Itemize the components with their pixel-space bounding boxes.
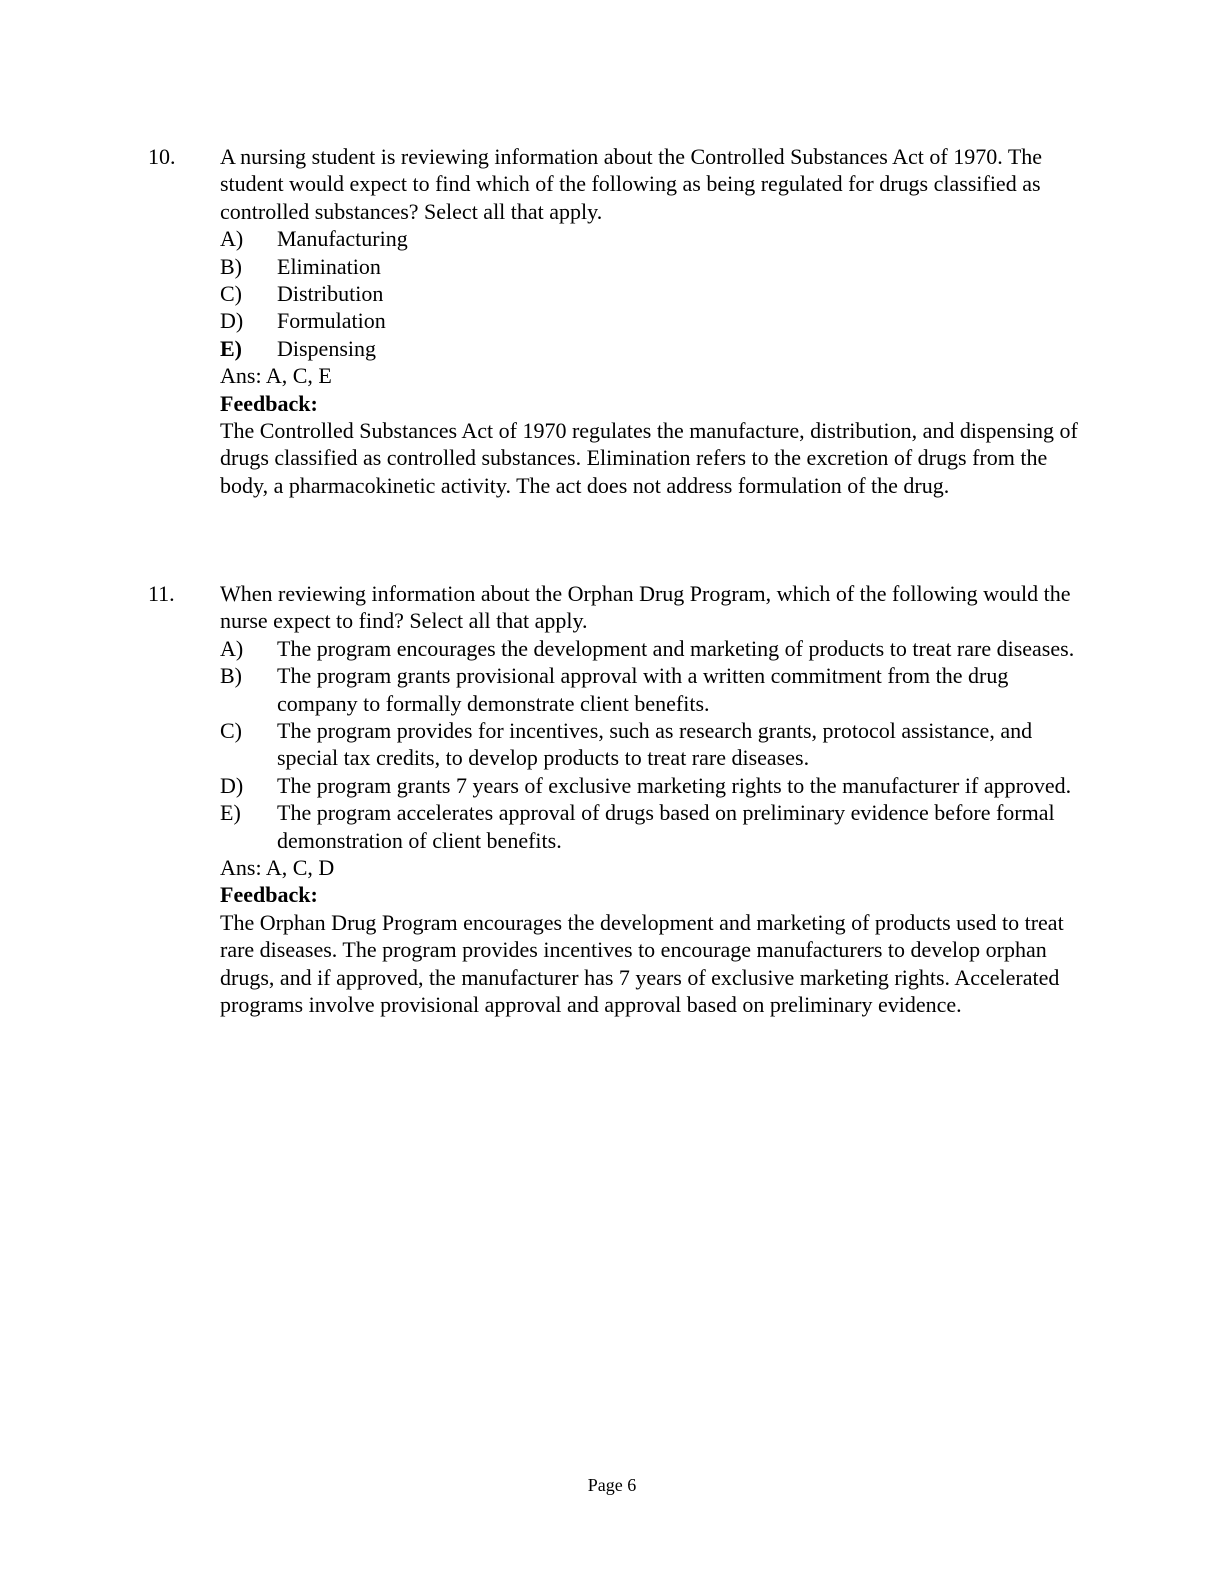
question-stem: When reviewing information about the Orphan Drug Program, which of the following would the nurse expect to find? Select all that apply.	[220, 581, 1071, 634]
question-number: 10.	[148, 144, 176, 169]
page-number: Page 6	[587, 1475, 637, 1495]
question-11	[148, 580, 1078, 1019]
option-letter: C)	[220, 718, 242, 744]
option-text: The program grants provisional approval with a written commitment from the drug company to formally demonstrate client benefits.	[277, 663, 1009, 716]
feedback-label: Feedback:	[220, 882, 318, 908]
option-letter: D)	[220, 772, 244, 798]
option-letter: C)	[220, 281, 242, 307]
answer-line: Ans: A, C, D	[220, 855, 335, 881]
feedback-label: Feedback:	[220, 390, 318, 416]
option-text: The program accelerates approval of drugs based on preliminary evidence before formal demonstration of client benefits.	[277, 800, 1055, 853]
option-a	[220, 225, 1078, 252]
option-letter: B)	[220, 663, 242, 689]
option-c	[220, 280, 1078, 307]
option-text: Elimination	[277, 253, 381, 279]
option-letter: E)	[220, 800, 241, 826]
option-letter: E)	[220, 335, 242, 361]
option-text: Formulation	[277, 308, 386, 334]
answer-line: Ans: A, C, E	[220, 363, 332, 389]
question-10	[148, 143, 1078, 499]
question-number: 11.	[148, 581, 175, 606]
feedback-text: The Controlled Substances Act of 1970 regulates the manufacture, distribution, and dispensing of drugs classified as controlled substances. Elimination refers to the excretion of drugs from the body, a pharmacokinetic activity. The act does not address formulation of the drug.	[220, 418, 1078, 498]
option-text: Dispensing	[277, 335, 376, 361]
option-d	[220, 307, 1078, 334]
feedback-text: The Orphan Drug Program encourages the development and marketing of products used to treat rare diseases. The program provides incentives to encourage manufacturers to develop orphan drugs, and if approved, the manufacturer has 7 years of exclusive marketing rights. Accelerated programs involve provisional approval and approval based on preliminary evidence.	[220, 909, 1064, 1018]
option-letter: A)	[220, 635, 244, 661]
option-text: Distribution	[277, 281, 384, 307]
option-e	[220, 335, 1078, 362]
option-text: The program provides for incentives, such as research grants, protocol assistance, and special tax credits, to develop products to treat rare diseases.	[277, 718, 1033, 771]
option-text: The program grants 7 years of exclusive marketing rights to the manufacturer if approved.	[277, 772, 1072, 798]
option-letter: D)	[220, 308, 244, 334]
question-stem: A nursing student is reviewing information about the Controlled Substances Act of 1970. The student would expect to find which of the following as being regulated for drugs classified as controlled substances? Select all that apply.	[220, 144, 1043, 224]
option-c	[220, 717, 1078, 772]
option-e	[220, 799, 1078, 854]
option-letter: A)	[220, 226, 244, 252]
option-a	[220, 635, 1078, 662]
option-text: Manufacturing	[277, 226, 408, 252]
option-b	[220, 253, 1078, 280]
option-b	[220, 662, 1078, 717]
option-d	[220, 772, 1078, 799]
option-letter: B)	[220, 253, 242, 279]
option-text: The program encourages the development and marketing of products to treat rare diseases.	[277, 635, 1075, 661]
